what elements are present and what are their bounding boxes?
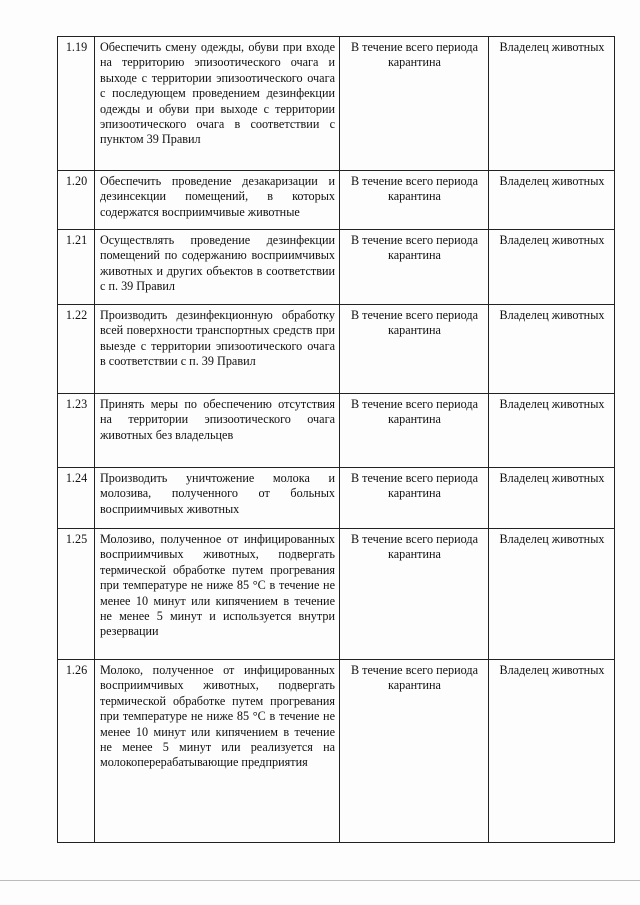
row-responsible: Владелец животных — [489, 305, 615, 394]
row-action: Обеспечить проведение дезакаризации и дезинсекции помещений, в которых содержатся восприимчивые животные — [95, 171, 340, 230]
row-number: 1.26 — [58, 660, 95, 843]
row-responsible: Владелец животных — [489, 529, 615, 660]
row-number: 1.20 — [58, 171, 95, 230]
row-responsible: Владелец животных — [489, 171, 615, 230]
row-term: В течение всего периода карантина — [340, 468, 489, 529]
row-responsible: Владелец животных — [489, 230, 615, 305]
row-term: В течение всего периода карантина — [340, 230, 489, 305]
table-row — [58, 230, 615, 305]
table-row — [58, 394, 615, 468]
table-row — [58, 468, 615, 529]
table-row — [58, 305, 615, 394]
row-term: В течение всего периода карантина — [340, 394, 489, 468]
row-action: Молоко, полученное от инфицированных восприимчивых животных, подвергать термической обработке путем прогревания при температуре не ниже 85 °С в течение не менее 10 минут или кипячением в течение не менее 5 минут или реализуется на молокоперерабатывающие предприятия — [95, 660, 340, 843]
row-term: В течение всего периода карантина — [340, 529, 489, 660]
row-number: 1.23 — [58, 394, 95, 468]
table-row — [58, 529, 615, 660]
row-number: 1.25 — [58, 529, 95, 660]
page-bottom-edge — [0, 880, 640, 881]
table-row — [58, 660, 615, 843]
quarantine-measures-table — [57, 36, 615, 843]
row-action: Осуществлять проведение дезинфекции помещений по содержанию восприимчивых животных и других объектов в соответствии с п. 39 Правил — [95, 230, 340, 305]
row-responsible: Владелец животных — [489, 660, 615, 843]
row-term: В течение всего периода карантина — [340, 171, 489, 230]
table-row — [58, 37, 615, 171]
row-action: Принять меры по обеспечению отсутствия на территории эпизоотического очага животных без владельцев — [95, 394, 340, 468]
row-number: 1.22 — [58, 305, 95, 394]
row-term: В течение всего периода карантина — [340, 37, 489, 171]
row-action: Молозиво, полученное от инфицированных восприимчивых животных, подвергать термической обработке путем прогревания при температуре не ниже 85 °С в течение не менее 10 минут или кипячением в течение не менее 5 минут и используется внутри резервации — [95, 529, 340, 660]
row-responsible: Владелец животных — [489, 394, 615, 468]
row-action: Производить уничтожение молока и молозива, полученного от больных восприимчивых животных — [95, 468, 340, 529]
row-responsible: Владелец животных — [489, 37, 615, 171]
row-number: 1.21 — [58, 230, 95, 305]
row-action: Производить дезинфекционную обработку всей поверхности транспортных средств при выезде с территории эпизоотического очага в соответствии с п. 39 Правил — [95, 305, 340, 394]
table-row — [58, 171, 615, 230]
row-number: 1.24 — [58, 468, 95, 529]
row-number: 1.19 — [58, 37, 95, 171]
row-term: В течение всего периода карантина — [340, 305, 489, 394]
row-term: В течение всего периода карантина — [340, 660, 489, 843]
row-action: Обеспечить смену одежды, обуви при входе на территорию эпизоотического очага и выходе с территории эпизоотического очага с последующем проведением дезинфекции одежды и обуви при выходе с территории эпизоотического очага в соответствии с пунктом 39 Правил — [95, 37, 340, 171]
row-responsible: Владелец животных — [489, 468, 615, 529]
